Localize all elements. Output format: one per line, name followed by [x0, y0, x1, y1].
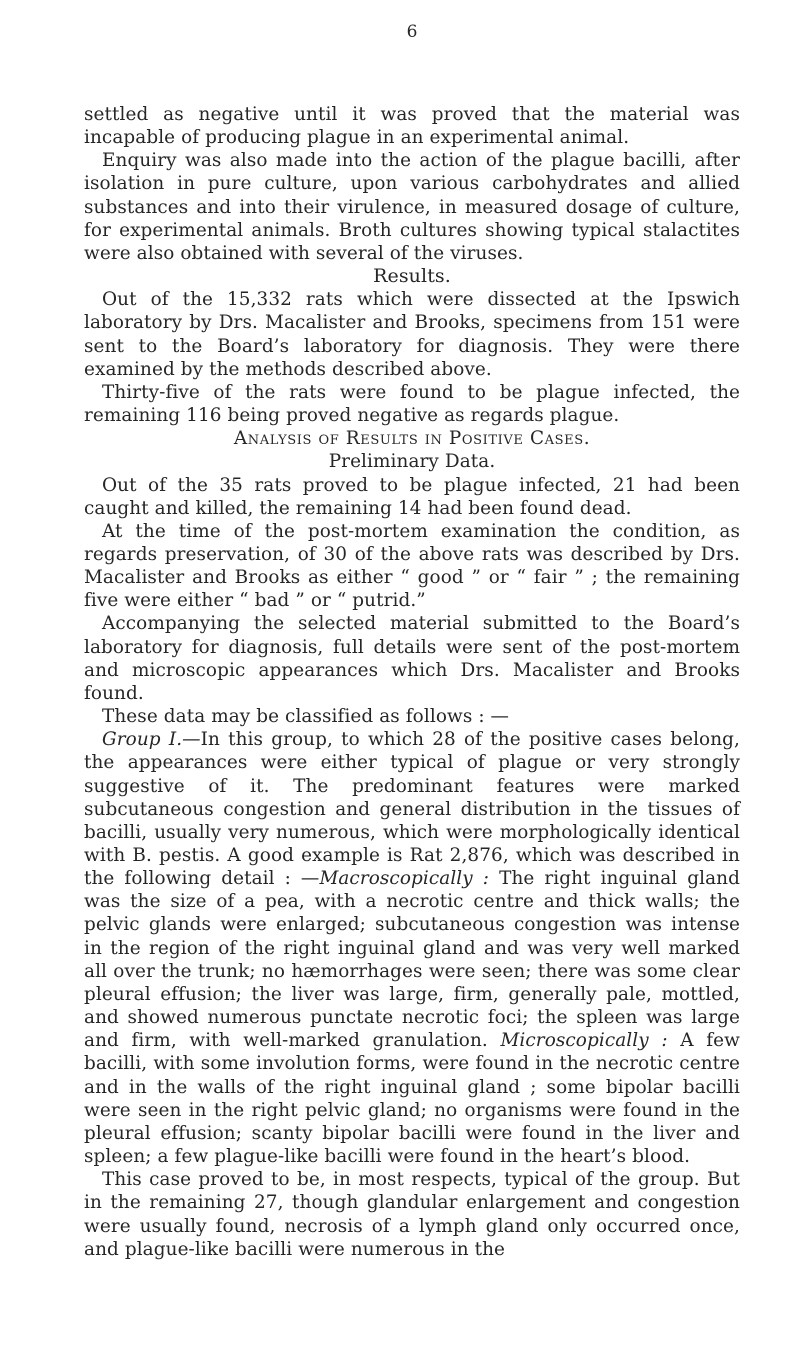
paragraph-group-one	[84, 728, 740, 1168]
heading-analysis: Analysis of Results in Positive Cases.	[233, 428, 591, 450]
paragraph-preservation: At the time of the post-mortem examination the condition, as regards preservation, of 30 of the above rats was described by Drs. Macalister and Brooks as either “ good ” or “ fair ” ; the remaining five were either “ bad ” or “ putrid.”	[84, 520, 740, 612]
paragraph-classified: These data may be classified as follows : —	[102, 706, 510, 728]
heading-preliminary-data: Preliminary Data.	[328, 451, 496, 473]
paragraph-enquiry: Enquiry was also made into the action of the plague bacilli, after isolation in pure culture, upon various carbohydrates and allied substances and into their virulence, in measured dosage of culture, for experimental animals. Broth cultures showing typical stalactites were also obtained with several of the viruses.	[84, 150, 740, 264]
page-number: 6	[406, 22, 418, 42]
paragraph-caught-killed: Out of the 35 rats proved to be plague infected, 21 had been caught and killed, the remaining 14 had been found dead.	[84, 474, 740, 519]
paragraph-this-case: This case proved to be, in most respects, typical of the group. But in the remaining 27, though glandular enlargement and congestion were usually found, necrosis of a lymph gland only occurred once, and plague-like bacilli were numerous in the	[84, 1169, 740, 1260]
paragraph-thirty-five: Thirty-five of the rats were found to be plague infected, the remaining 116 being proved negative as regards plague.	[84, 381, 740, 427]
macroscopically-label: Macroscopically :	[319, 868, 490, 890]
group-one-text-c: A few bacilli, with some involution forms, were found in the necrotic centre and in the walls of the right inguinal gland ; some bipolar bacilli were seen in the right pelvic gland; no organisms were found in the pleural effusion; scanty bipolar bacilli were found in the liver and spleen; a few plague-like bacilli were found in the heart’s blood.	[84, 1030, 740, 1168]
paragraph-continuation: settled as negative until it was proved that the material was incapable of producing plague in an experimental animal.	[84, 104, 740, 149]
group-one-text-a: —In this group, to which 28 of the positive cases belong, the appearances were either typical of plague or very strongly suggestive of it. The predominant features were marked subcutaneous congestion and general distribution in the tissues of bacilli, usually very numerous, which were morphologically identical with B. pestis. A good example is Rat 2,876, which was described in the following detail : —	[84, 729, 740, 890]
group-one-text-b: The right inguinal gland was the size of a pea, with a necrotic centre and thick walls; the pelvic glands were enlarged; subcutaneous congestion was intense in the region of the right inguinal gland and was very well marked all over the trunk; no hæmorrhages were seen; there was some clear pleural effusion; the liver was large, firm, generally pale, mottled, and showed numerous punctate necrotic foci; the spleen was large and firm, with well-marked granulation.	[84, 868, 740, 1052]
body-text	[84, 103, 740, 1261]
heading-results: Results.	[373, 265, 451, 288]
paragraph-accompanying: Accompanying the selected material submitted to the Board’s laboratory for diagnosis, full details were sent of the post-mortem and microscopic appearances which Drs. Macalister and Brooks found.	[84, 613, 740, 704]
group-one-label: Group I.	[102, 729, 183, 751]
microscopically-label: Microscopically :	[500, 1030, 668, 1052]
paragraph-rats-dissected: Out of the 15,332 rats which were dissected at the Ipswich laboratory by Drs. Macalister and Brooks, specimens from 151 were sent to the Board’s laboratory for diagnosis. They were there examined by the methods described above.	[84, 289, 740, 380]
